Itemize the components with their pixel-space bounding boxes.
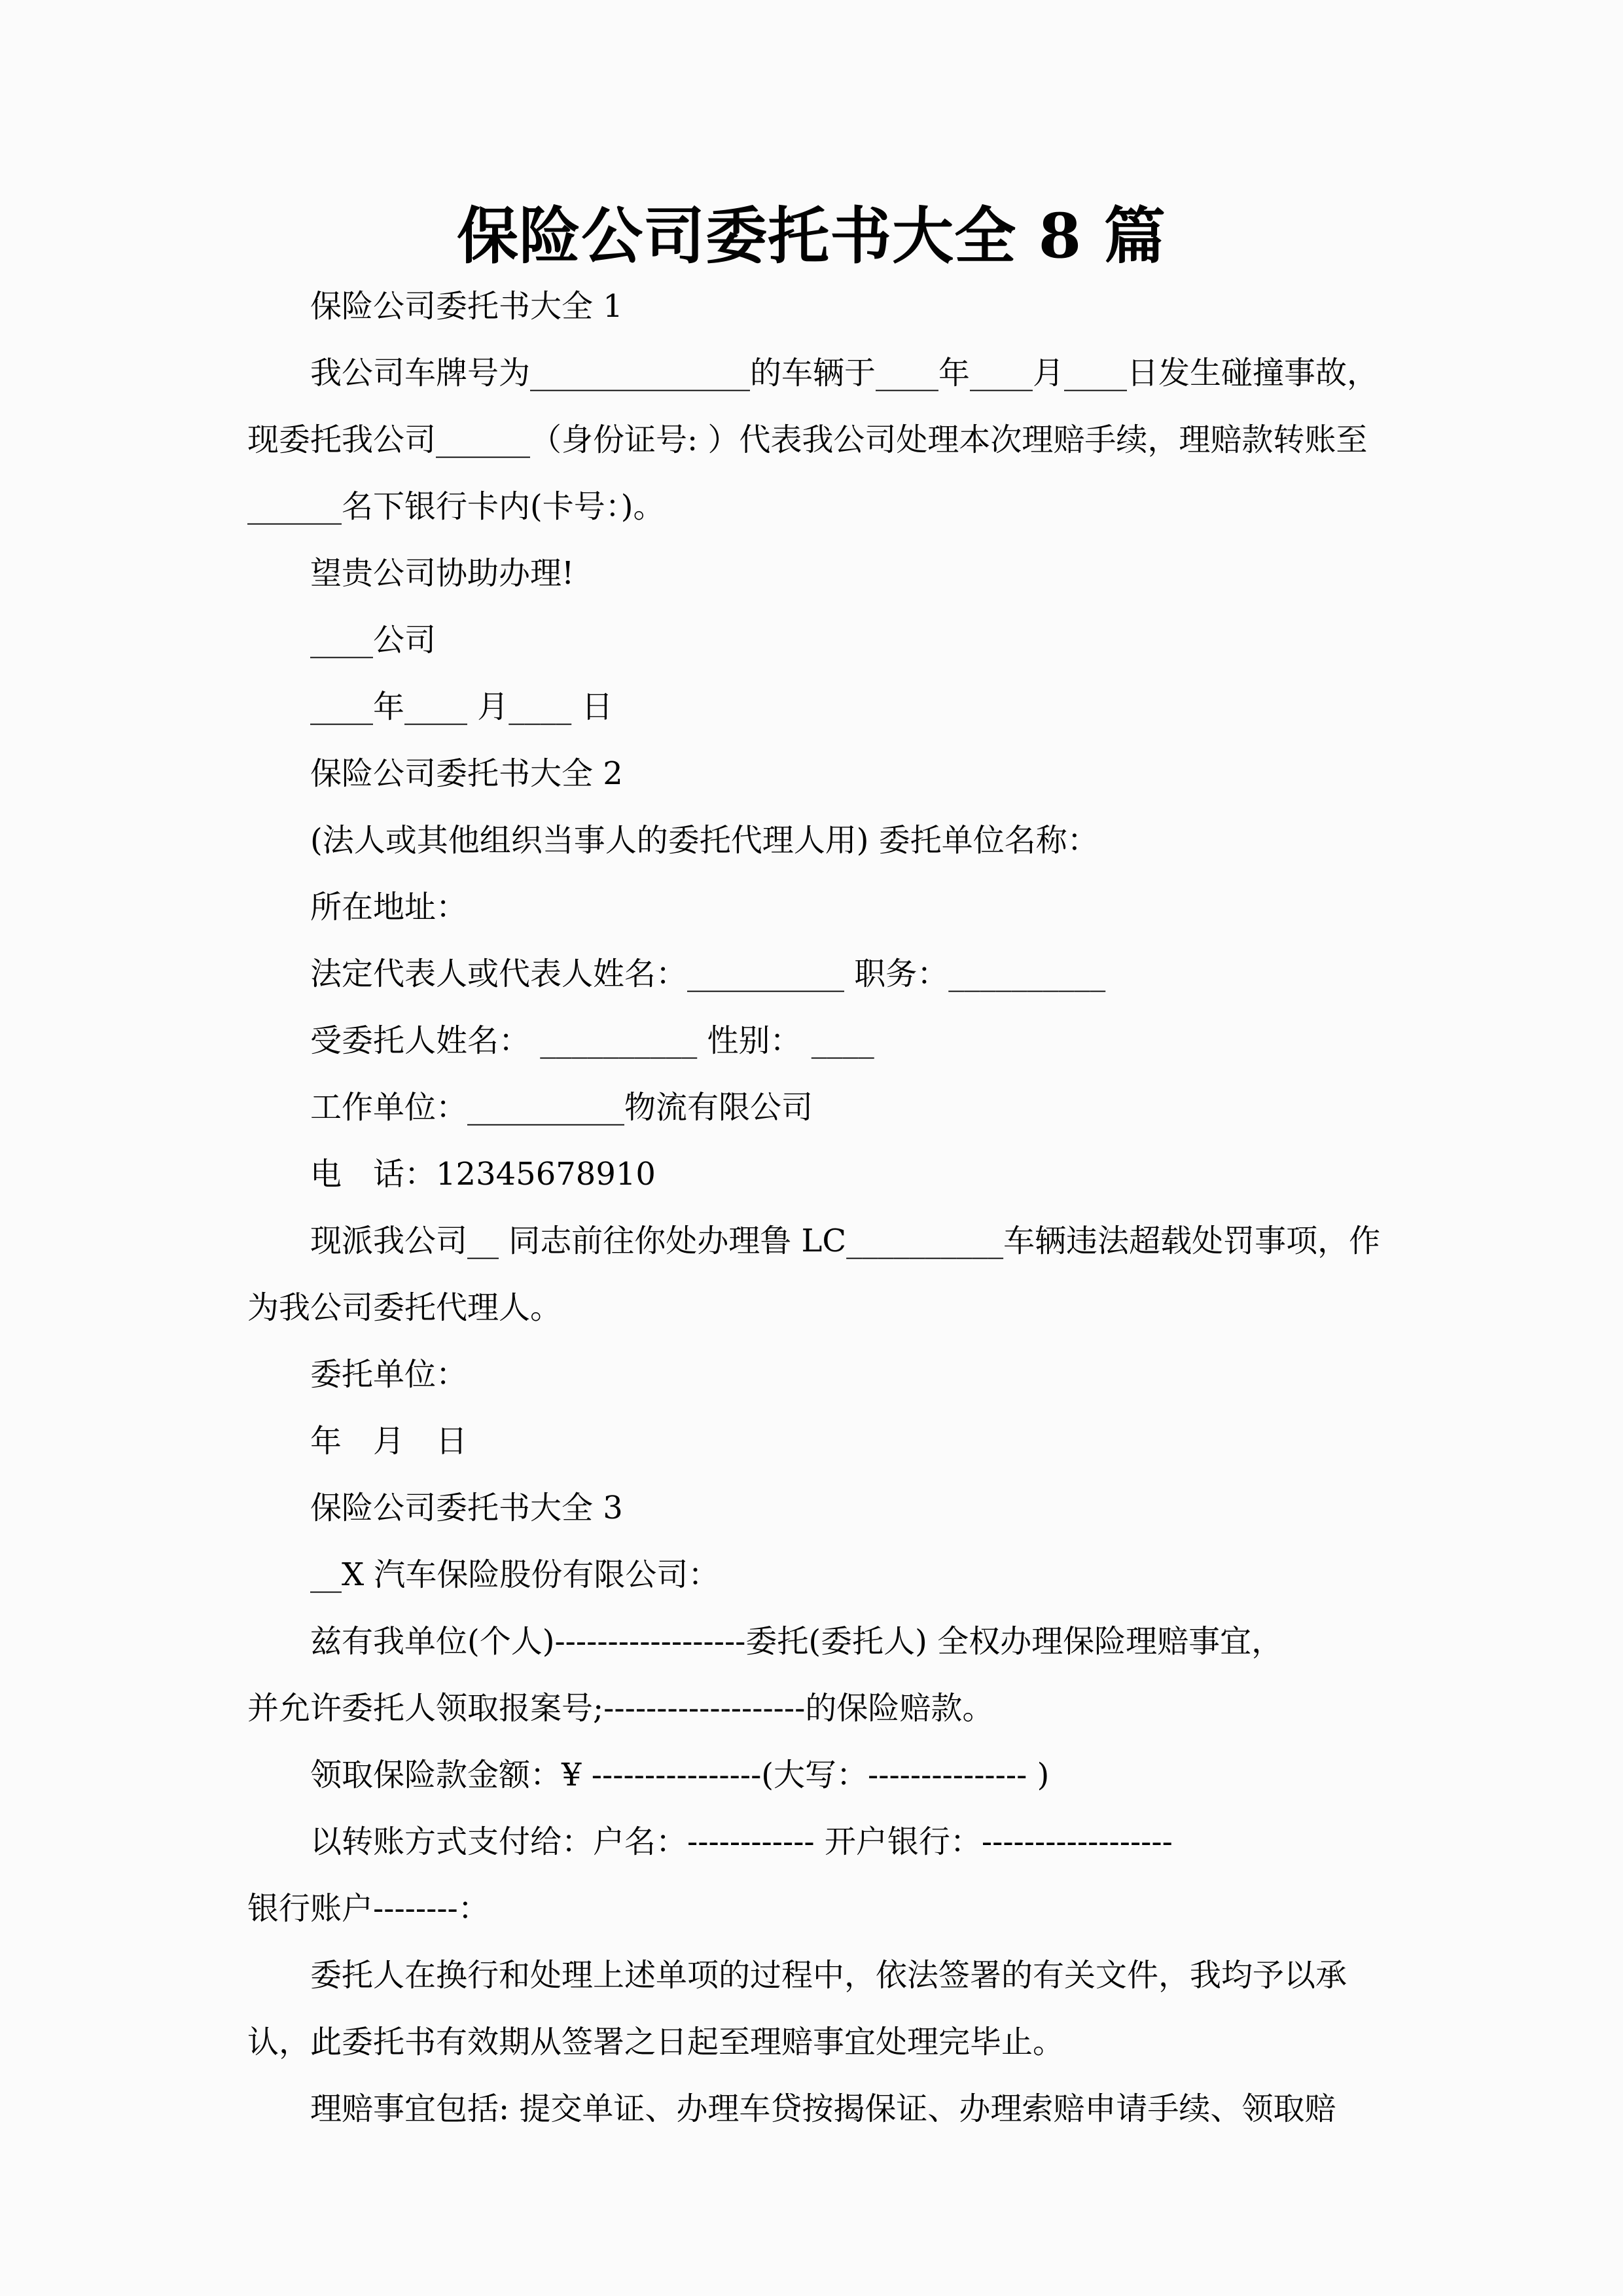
doc-line: 法定代表人或代表人姓名：__________ 职务：__________ bbox=[310, 956, 1106, 992]
doc-line: 保险公司委托书大全 3 bbox=[310, 1490, 623, 1526]
doc-line: 以转账方式支付给：户名：------------ 开户银行：------------------ bbox=[310, 1823, 1173, 1860]
doc-line: 并允许委托人领取报案号;-------------------的保险赔款。 bbox=[247, 1690, 994, 1727]
doc-line: 现委托我公司______（身份证号: ）代表我公司处理本次理赔手续，理赔款转账至 bbox=[247, 422, 1368, 458]
doc-line: 受委托人姓名： __________ 性别： ____ bbox=[310, 1022, 874, 1059]
doc-line: 年 月 日 bbox=[310, 1423, 468, 1460]
doc-line: 领取保险款金额：¥ ----------------(大写：--------------- ) bbox=[310, 1757, 1050, 1793]
doc-line: ______名下银行卡内(卡号：)。 bbox=[247, 488, 665, 525]
doc-line: 我公司车牌号为______________的车辆于____年____月____日发生碰撞事故， bbox=[310, 355, 1379, 391]
doc-line: ____年____ 月____ 日 bbox=[310, 689, 613, 725]
doc-line: ____公司 bbox=[310, 622, 437, 658]
doc-line: 为我公司委托代理人。 bbox=[247, 1289, 562, 1326]
doc-line: 望贵公司协助办理! bbox=[310, 555, 575, 592]
doc-line: 保险公司委托书大全 2 bbox=[310, 755, 623, 792]
document-body bbox=[247, 273, 1407, 2142]
doc-line: (法人或其他组织当事人的委托代理人用) 委托单位名称： bbox=[310, 822, 1099, 859]
doc-line: 理赔事宜包括: 提交单证、办理车贷按揭保证、办理索赔申请手续、领取赔 bbox=[310, 2090, 1336, 2127]
doc-line: 兹有我单位(个人)------------------委托(委托人) 全权办理保险理赔事宜， bbox=[310, 1623, 1283, 1660]
doc-line: 工作单位：__________物流有限公司 bbox=[310, 1089, 813, 1126]
doc-line: 银行账户--------： bbox=[247, 1890, 490, 1927]
doc-line: 现派我公司__ 同志前往你处办理鲁 LC__________车辆违法超载处罚事项，作 bbox=[310, 1223, 1381, 1259]
doc-line: 委托人在换行和处理上述单项的过程中，依法签署的有关文件，我均予以承 bbox=[310, 1957, 1347, 1994]
doc-line: 所在地址： bbox=[310, 889, 468, 925]
doc-line: 认，此委托书有效期从签署之日起至理赔事宜处理完毕止。 bbox=[247, 2024, 1065, 2060]
doc-line: 保险公司委托书大全 1 bbox=[310, 288, 623, 325]
document-title: 保险公司委托书大全 8 篇 bbox=[457, 200, 1166, 272]
doc-line: 委托单位： bbox=[310, 1356, 468, 1393]
doc-line: 电 话：12345678910 bbox=[310, 1156, 656, 1193]
doc-line: __X 汽车保险股份有限公司： bbox=[310, 1556, 720, 1593]
